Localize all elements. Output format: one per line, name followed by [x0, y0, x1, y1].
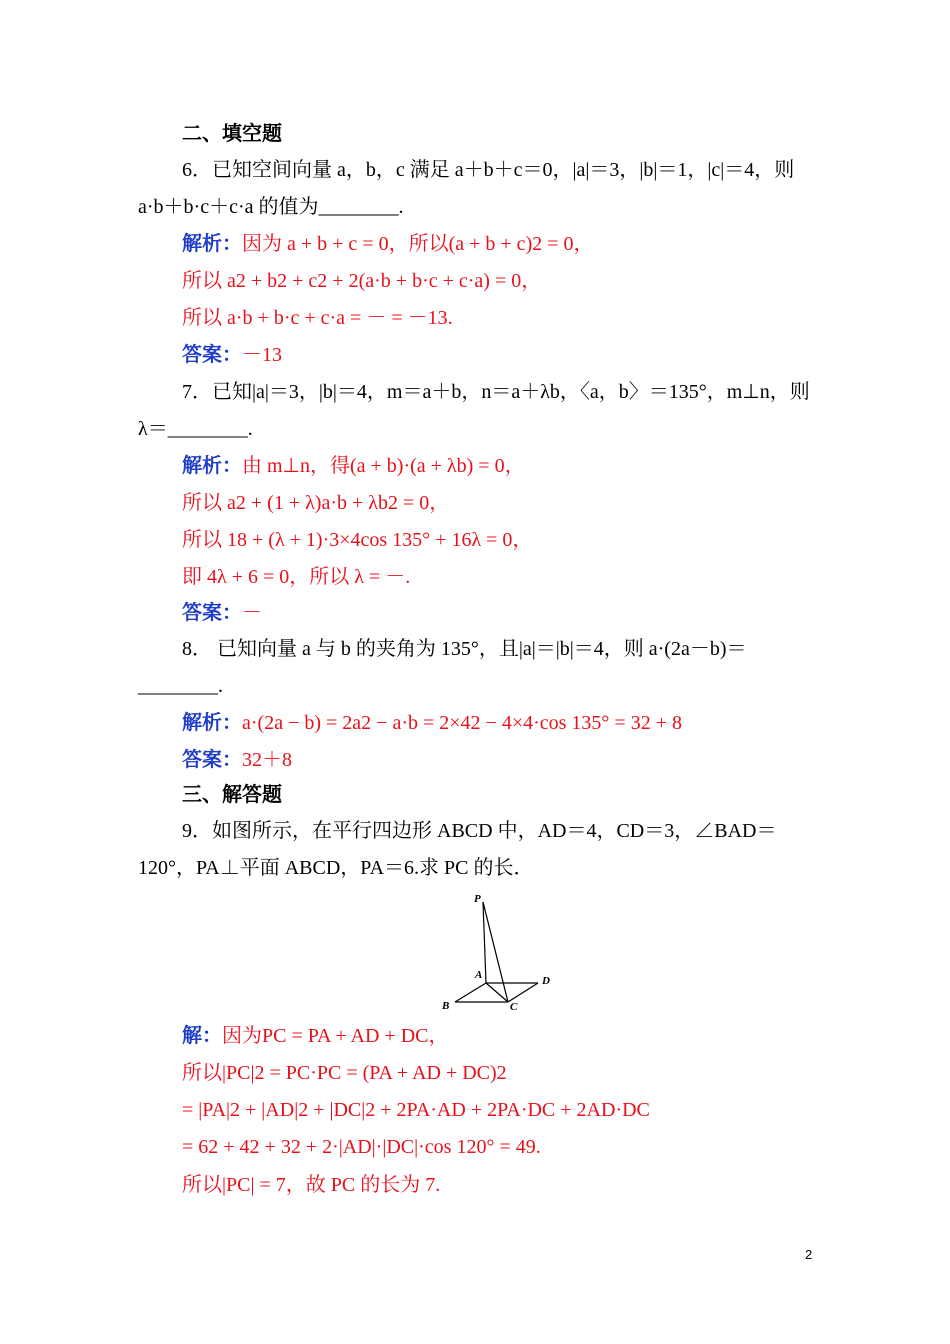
q6-solution-line3: 所以 a·b + b·c + c·a = － = －13.	[182, 307, 453, 329]
solution-label: 解：	[182, 1025, 222, 1047]
q8-text-line1: 8． 已知向量 a 与 b 的夹角为 135°，且|a|＝|b|＝4，则 a·(2a－b)＝	[182, 638, 747, 660]
q6-solution-line1	[182, 230, 594, 258]
answer-label: 答案：	[182, 749, 242, 771]
parallelogram-pyramid-figure	[428, 888, 568, 1018]
q9-solution-line3: = |PA|2 + |AD|2 + |DC|2 + 2PA·AD + 2PA·DC + 2AD·DC	[182, 1099, 650, 1121]
solution-label: 解析：	[182, 712, 242, 734]
label-c: C	[510, 1001, 518, 1013]
solution-text: 因为 a + b + c = 0，所以(a + b + c)2 = 0，	[242, 233, 594, 255]
section-heading-fill-in: 二、填空题	[182, 123, 282, 145]
q8-answer	[182, 746, 292, 774]
label-a: A	[475, 969, 483, 981]
q9-solution-line2: 所以|PC|2 = PC·PC = (PA + AD + DC)2	[182, 1062, 507, 1084]
solution-text: a·(2a − b) = 2a2 − a·b = 2×42 − 4×4·cos 135° = 32 + 8	[242, 712, 682, 734]
q6-solution-line2: 所以 a2 + b2 + c2 + 2(a·b + b·c + c·a) = 0，	[182, 270, 542, 292]
solution-label: 解析：	[182, 455, 242, 477]
q8-solution-line1	[182, 709, 682, 737]
label-d: D	[542, 975, 550, 987]
q9-solution-line1	[182, 1022, 449, 1050]
q6-text-line2: a·b＋b·c＋c·a 的值为________.	[138, 196, 404, 218]
q6-answer	[182, 341, 282, 369]
answer-value: 32＋8	[242, 749, 292, 771]
q9-text-line1: 9．如图所示，在平行四边形 ABCD 中，AD＝4，CD＝3，∠BAD＝	[182, 820, 777, 842]
answer-label: 答案：	[182, 344, 242, 366]
q7-answer	[182, 599, 262, 627]
solution-text: 因为PC = PA + AD + DC，	[222, 1025, 449, 1047]
solution-text: 由 m⊥n，得(a + b)·(a + λb) = 0，	[242, 455, 525, 477]
q9-solution-line5: 所以|PC| = 7，故 PC 的长为 7.	[182, 1174, 441, 1196]
q9-text-line2: 120°，PA⊥平面 ABCD，PA＝6.求 PC 的长．	[138, 857, 534, 879]
edge-ab	[455, 983, 486, 1002]
answer-label: 答案：	[182, 602, 242, 624]
label-b: B	[442, 1000, 450, 1012]
q7-solution-line2: 所以 a2 + (1 + λ)a·b + λb2 = 0，	[182, 492, 450, 514]
solution-label: 解析：	[182, 233, 242, 255]
page-number: 2	[805, 1247, 813, 1262]
q7-text-line2: λ＝________.	[138, 418, 253, 440]
answer-value: －13	[242, 344, 282, 366]
q7-solution-line3: 所以 18 + (λ + 1)·3×4cos 135° + 16λ = 0，	[182, 529, 533, 551]
label-p: P	[474, 893, 481, 905]
q6-text-line1: 6．已知空间向量 a，b，c 满足 a＋b＋c＝0，|a|＝3，|b|＝1，|c|＝4，则	[182, 159, 795, 181]
q7-solution-line4: 即 4λ + 6 = 0，所以 λ = －.	[182, 566, 411, 588]
q7-solution-line1	[182, 452, 525, 480]
edge-ac	[486, 983, 508, 1002]
edge-cd	[508, 983, 538, 1002]
edge-pc	[483, 902, 508, 1002]
q8-text-line2: ________.	[138, 675, 223, 697]
q9-solution-line4: = 62 + 42 + 32 + 2·|AD|·|DC|·cos 120° = 49.	[182, 1136, 541, 1158]
q7-text-line1: 7．已知|a|＝3，|b|＝4，m＝a＋b，n＝a＋λb，〈a，b〉＝135°，m⊥n，则	[182, 381, 810, 403]
answer-value: －	[242, 602, 262, 624]
section-heading-solve: 三、解答题	[182, 784, 282, 806]
